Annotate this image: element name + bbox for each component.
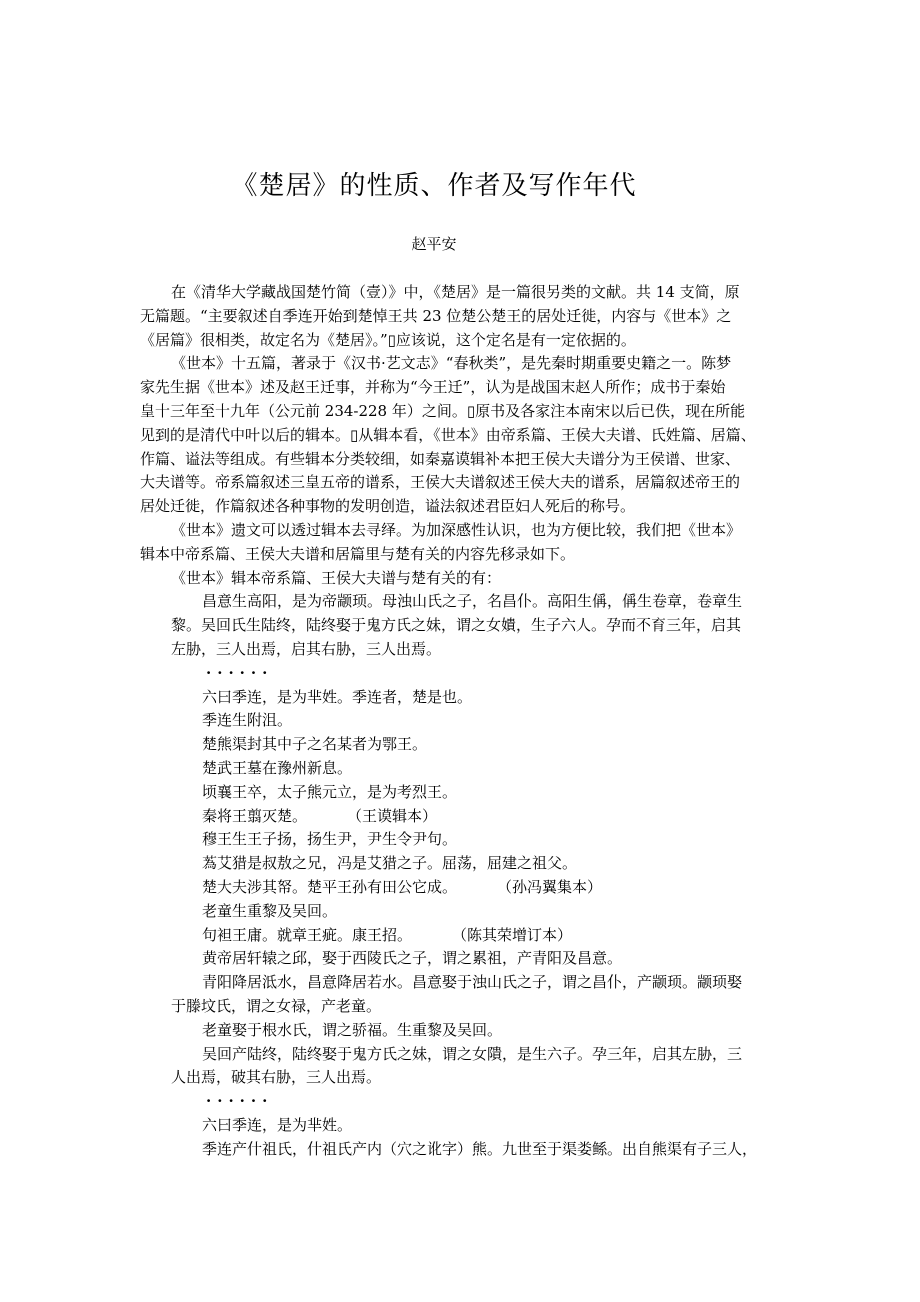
- quote-text: 秦将王翦灭楚。: [202, 806, 308, 825]
- quote-line: 于滕坟氏，谓之女禄，产老童。: [171, 996, 382, 1015]
- document-author: 赵平安: [411, 235, 457, 253]
- paragraph-line: 辑本中帝系篇、王侯大夫谱和居篇里与楚有关的内容先移录如下。: [140, 544, 576, 563]
- paragraph-line: 见到的是清代中叶以后的辑本。▯从辑本看，《世本》由帝系篇、王侯大夫谱、氏姓篇、居篇、: [140, 425, 756, 444]
- quote-line: 左胁，三人出焉，启其右胁，三人出焉。: [171, 639, 442, 658]
- paragraph-line: 《世本》遗文可以透过辑本去寻绎。为加深感性认识，也为方便比较，我们把《世本》: [171, 520, 742, 539]
- ellipsis-dots: ······: [206, 1092, 274, 1111]
- source-note: （孙冯翼集本）: [497, 877, 603, 896]
- quote-line: 六曰季连，是为芈姓。季连者，楚是也。: [202, 687, 473, 706]
- quote-line: 黎。吴回氏生陆终，陆终娶于鬼方氏之妹，谓之女嬇，生子六人。孕而不育三年，启其: [171, 616, 742, 635]
- source-note: （陈其荣增订本）: [452, 925, 573, 944]
- quote-line: 吴回产陆终，陆终娶于鬼方氏之妹，谓之女隤，是生六子。孕三年，启其左胁，三: [202, 1044, 743, 1063]
- quote-text: 句袒王庸。就章王疵。康王招。: [202, 925, 413, 944]
- source-note: （王谟辑本）: [347, 806, 438, 825]
- quote-line: 人出焉，破其右胁，三人出焉。: [171, 1068, 382, 1087]
- paragraph-line: 《世本》十五篇，著录于《汉书·艺文志》“春秋类”，是先秦时期重要史籍之一。陈梦: [171, 354, 732, 373]
- quote-line: 楚熊渠封其中子之名某者为鄂王。: [202, 735, 428, 754]
- quote-line: 穆王生王子扬，扬生尹，尹生令尹句。: [202, 830, 458, 849]
- paragraph-line: 作篇、谥法等组成。有些辑本分类较细，如秦嘉谟辑补本把王侯大夫谱分为王侯谱、世家、: [140, 449, 741, 468]
- quote-line: 昌意生高阳，是为帝颛顼。母浊山氏之子，名昌仆。高阳生偁，偁生卷章，卷章生: [202, 592, 743, 611]
- quote-line: [140, 924, 790, 948]
- document-title: 《楚居》的性质、作者及写作年代: [231, 171, 637, 201]
- paragraph-line: 无篇题。“主要叙述自季连开始到楚悼王共 23 位楚公楚王的居处迁徙，内容与《世本》之: [140, 306, 732, 325]
- quote-line: 黄帝居轩辕之邱，娶于西陵氏之子，谓之累祖，产青阳及昌意。: [202, 949, 623, 968]
- paragraph-line: 大夫谱等。帝系篇叙述三皇五帝的谱系，王侯大夫谱叙述王侯大夫的谱系，居篇叙述帝王的: [140, 473, 741, 492]
- quote-line: 楚武王墓在豫州新息。: [202, 758, 353, 777]
- document-body: [140, 281, 790, 1161]
- paragraph-line: 《世本》辑本帝系篇、王侯大夫谱与楚有关的有：: [171, 568, 502, 587]
- quote-text: 楚大夫涉其帑。楚平王孙有田公它成。: [202, 877, 458, 896]
- paragraph-line: 皇十三年至十九年（公元前 234-228 年）之间。▯原书及各家注本南宋以后已佚，现在所能: [140, 401, 746, 420]
- quote-line: [140, 876, 790, 900]
- ellipsis-dots: ······: [206, 663, 274, 682]
- quote-line: 六曰季连，是为芈姓。: [202, 1115, 353, 1134]
- quote-line: 蒍艾猎是叔敖之兄，冯是艾猎之子。屈荡，屈建之祖父。: [202, 854, 578, 873]
- quote-line: 季连产什祖氏，什祖氏产内（穴之讹字）熊。九世至于渠娄鲧。出自熊渠有子三人，: [202, 1139, 758, 1158]
- quote-line: 青阳降居泜水，昌意降居若水。昌意娶于浊山氏之子，谓之昌仆，产颛顼。颛顼娶: [202, 973, 743, 992]
- quote-line: 季连生附沮。: [202, 711, 293, 730]
- paragraph-line: 在《清华大学藏战国楚竹简（壹）》中，《楚居》是一篇很另类的文献。共 14 支简，原: [171, 283, 740, 301]
- paragraph-line: 家先生据《世本》述及赵王迁事，并称为“今王迁”，认为是战国末赵人所作；成书于秦始: [140, 378, 726, 397]
- quote-line: 老童生重黎及吴回。: [202, 901, 338, 920]
- paragraph-line: 居处迁徙，作篇叙述各种事物的发明创造，谥法叙述君臣妇人死后的称号。: [140, 497, 636, 516]
- quote-line: [140, 805, 790, 829]
- quote-line: 老童娶于根水氏，谓之骄福。生重黎及吴回。: [202, 1020, 503, 1039]
- quote-line: 顷襄王卒，太子熊元立，是为考烈王。: [202, 782, 458, 801]
- paragraph-line: 《居篇》很相类，故定名为《楚居》。”▯应该说，这个定名是有一定依据的。: [140, 330, 636, 349]
